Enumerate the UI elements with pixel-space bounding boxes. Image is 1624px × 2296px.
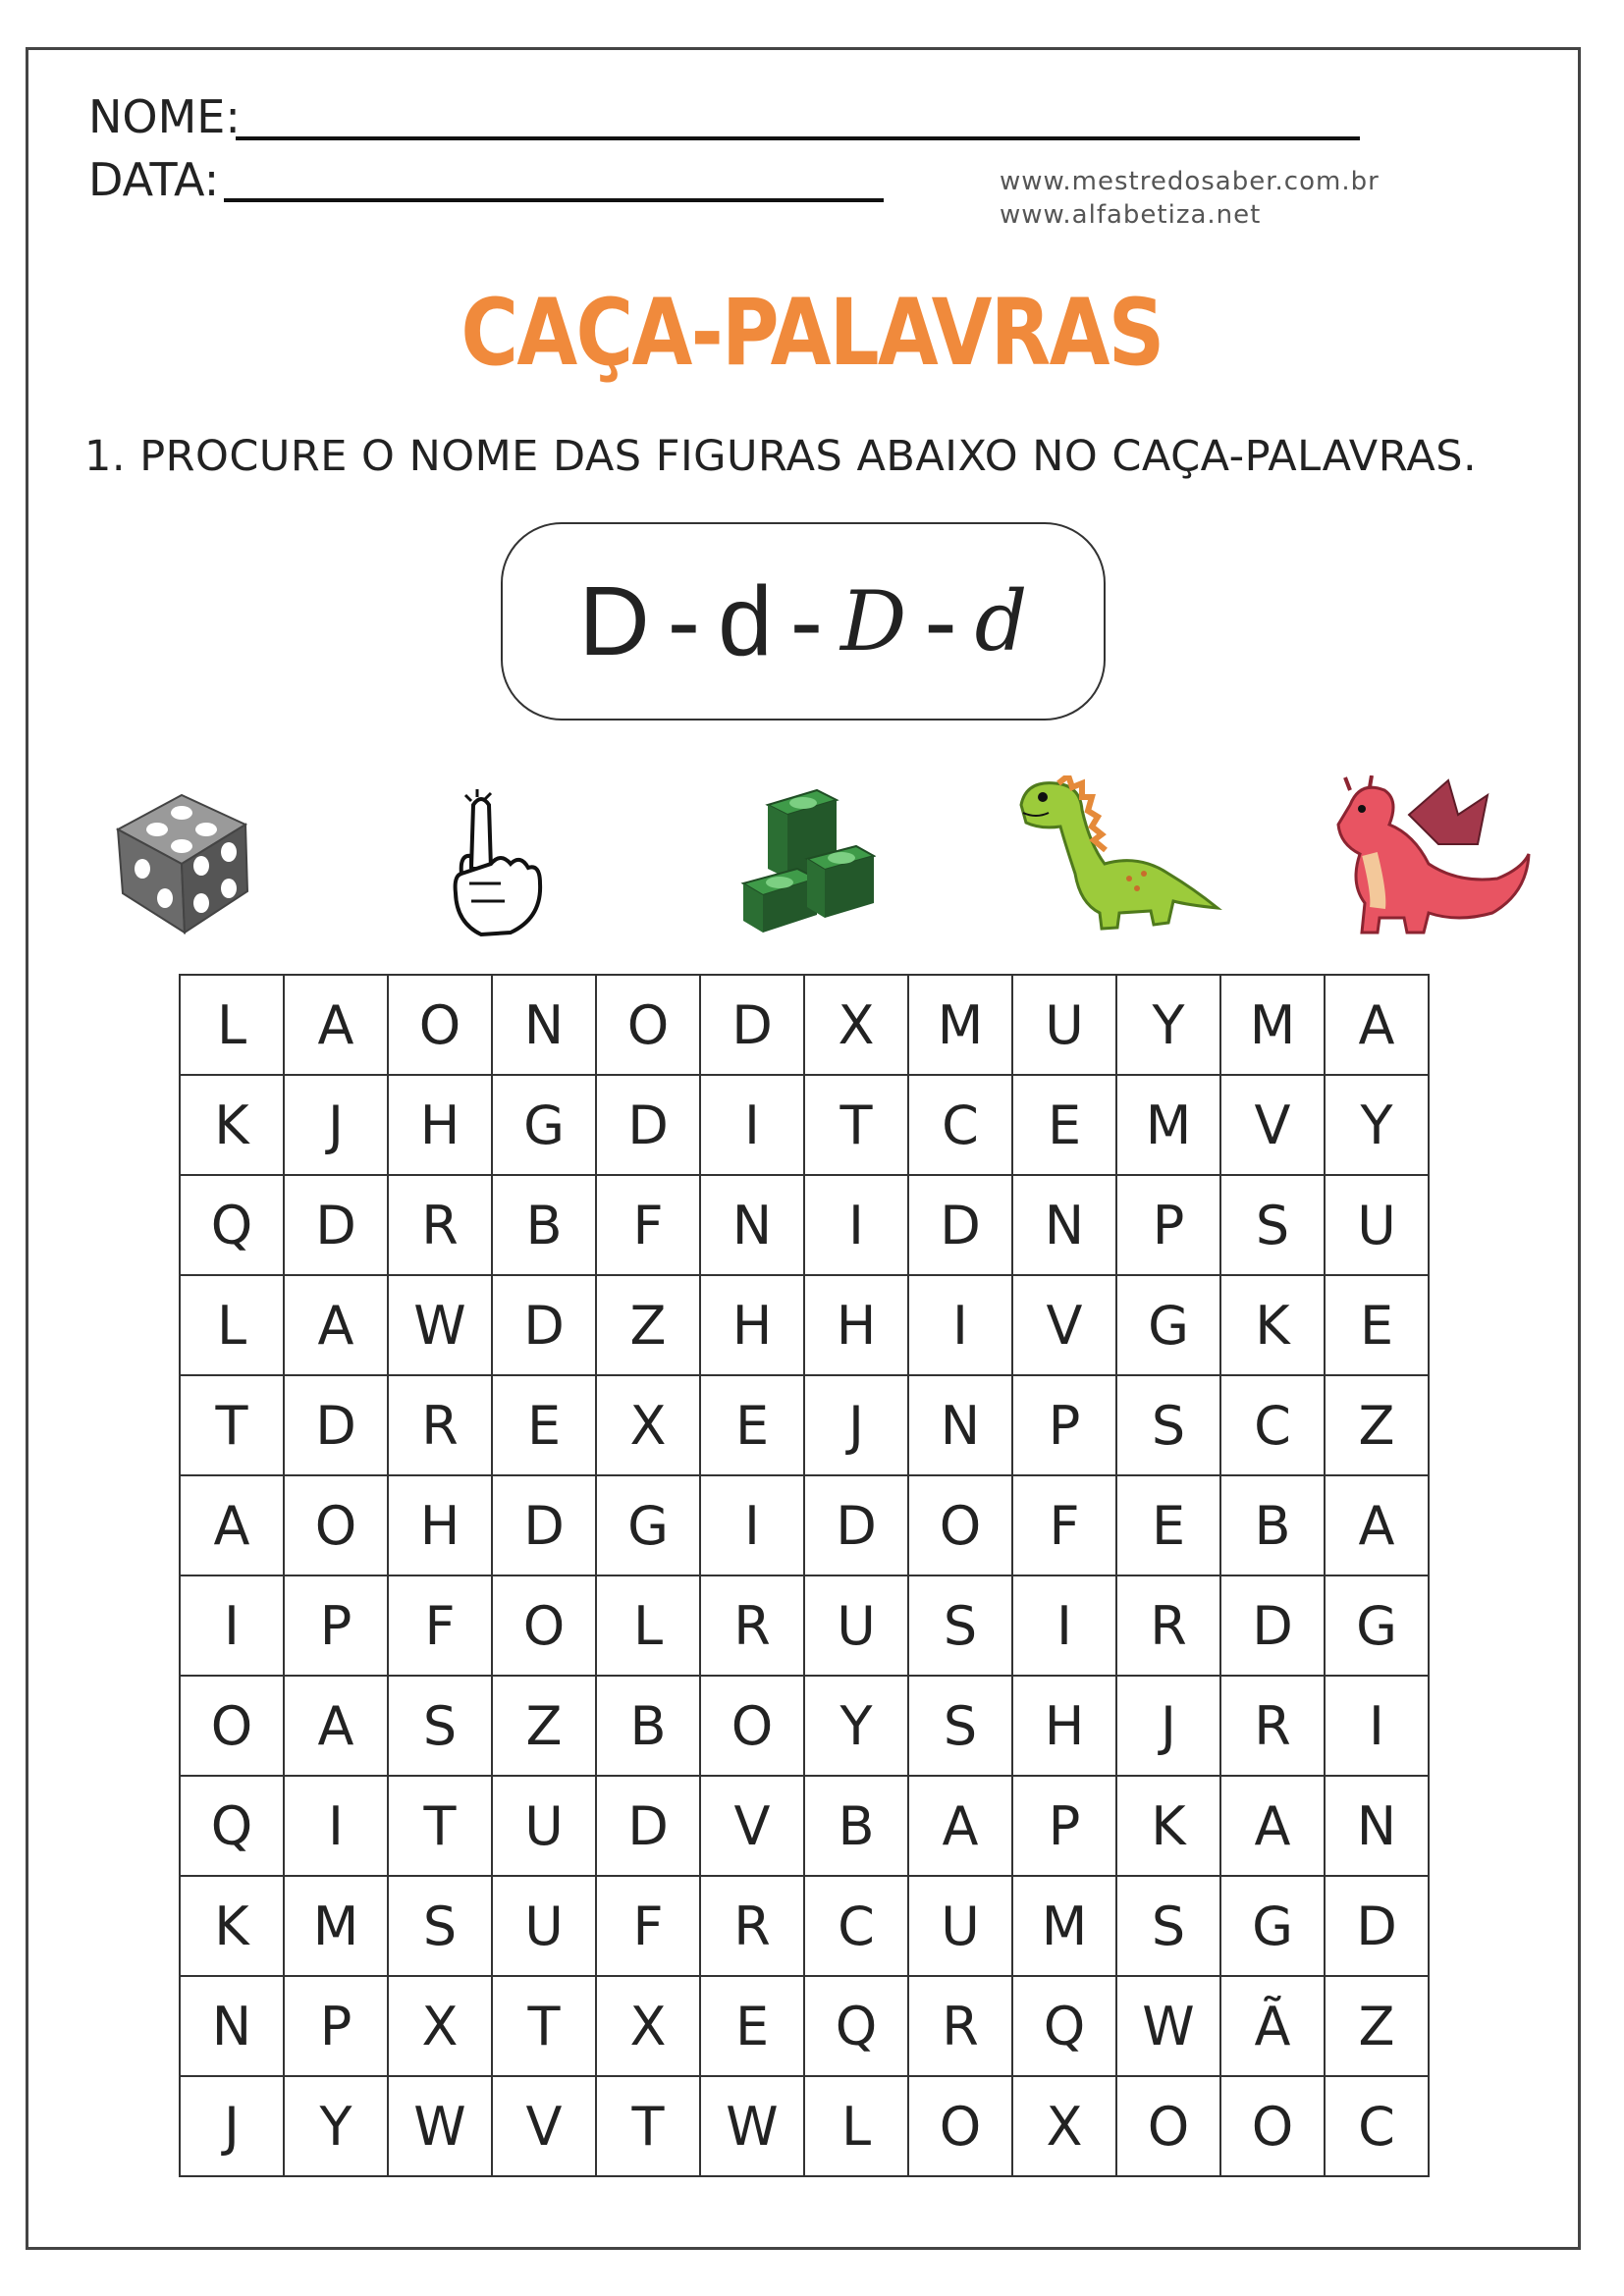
grid-cell[interactable]: I [1325,1676,1429,1776]
grid-cell[interactable]: S [908,1676,1012,1776]
letter-upper-cursive: D [840,573,907,669]
dragon-icon [1321,775,1532,942]
grid-cell[interactable]: N [492,975,596,1075]
grid-cell[interactable]: Y [1116,975,1220,1075]
grid-cell[interactable]: G [1325,1575,1429,1676]
grid-cell[interactable]: Q [180,1175,284,1275]
grid-cell[interactable]: O [908,2076,1012,2176]
grid-cell[interactable]: Q [180,1776,284,1876]
grid-cell[interactable]: A [180,1475,284,1575]
grid-cell[interactable]: U [1012,975,1116,1075]
grid-cell[interactable]: A [1220,1776,1325,1876]
grid-cell[interactable]: A [284,1275,388,1375]
grid-cell[interactable]: B [596,1676,700,1776]
grid-cell[interactable]: I [1012,1575,1116,1676]
grid-cell[interactable]: O [596,975,700,1075]
website-credits [1000,165,1380,232]
grid-cell[interactable]: J [804,1375,908,1475]
grid-cell[interactable]: J [180,2076,284,2176]
grid-cell[interactable]: L [180,975,284,1075]
date-field[interactable] [88,153,219,206]
grid-cell[interactable]: A [1325,975,1429,1075]
grid-row [180,1575,1429,1676]
grid-cell[interactable]: D [908,1175,1012,1275]
grid-cell[interactable]: Y [1325,1075,1429,1175]
grid-cell[interactable]: X [1012,2076,1116,2176]
grid-cell[interactable]: I [700,1475,804,1575]
grid-cell[interactable]: C [804,1876,908,1976]
grid-cell[interactable]: K [1116,1776,1220,1876]
grid-cell[interactable]: T [596,2076,700,2176]
grid-cell[interactable]: N [180,1976,284,2076]
grid-cell[interactable]: F [596,1876,700,1976]
grid-row [180,1976,1429,2076]
grid-cell[interactable]: H [388,1075,492,1175]
grid-cell[interactable]: B [804,1776,908,1876]
letter-lower-cursive: d [974,573,1028,669]
letter-lower-print: d [718,565,773,676]
grid-cell[interactable]: M [908,975,1012,1075]
grid-cell[interactable]: O [388,975,492,1075]
grid-cell[interactable]: D [492,1275,596,1375]
grid-cell[interactable]: Q [1012,1976,1116,2076]
name-line [236,90,1360,140]
grid-cell[interactable]: U [1325,1175,1429,1275]
grid-cell[interactable]: W [388,2076,492,2176]
grid-cell[interactable]: U [492,1876,596,1976]
grid-row [180,1375,1429,1475]
site-2[interactable]: www.alfabetiza.net [1000,200,1262,230]
grid-cell[interactable]: R [388,1175,492,1275]
grid-cell[interactable]: O [180,1676,284,1776]
grid-cell[interactable]: O [1116,2076,1220,2176]
grid-cell[interactable]: A [1325,1475,1429,1575]
grid-cell[interactable]: E [1325,1275,1429,1375]
grid-cell[interactable]: F [388,1575,492,1676]
grid-cell[interactable]: T [388,1776,492,1876]
grid-cell[interactable]: D [700,975,804,1075]
page-title: CAÇA-PALAVRAS [460,280,1164,387]
grid-cell[interactable]: D [596,1075,700,1175]
grid-cell[interactable]: C [1220,1375,1325,1475]
grid-cell[interactable]: T [492,1976,596,2076]
grid-cell[interactable]: A [908,1776,1012,1876]
grid-cell[interactable]: V [1012,1275,1116,1375]
grid-cell[interactable]: D [596,1776,700,1876]
grid-cell[interactable]: Z [1325,1375,1429,1475]
grid-cell[interactable]: N [908,1375,1012,1475]
grid-cell[interactable]: Y [284,2076,388,2176]
grid-cell[interactable]: P [284,1575,388,1676]
dinosaur-icon [1011,775,1222,942]
grid-cell[interactable]: M [1220,975,1325,1075]
name-label: NOME: [88,90,241,143]
finger-icon [442,785,550,942]
grid-cell[interactable]: I [908,1275,1012,1375]
grid-cell[interactable]: E [700,1375,804,1475]
grid-cell[interactable]: O [700,1676,804,1776]
grid-cell[interactable]: T [180,1375,284,1475]
grid-row [180,1275,1429,1375]
grid-row [180,1475,1429,1575]
grid-cell[interactable]: L [180,1275,284,1375]
grid-cell[interactable]: I [700,1075,804,1175]
money-icon [738,785,876,942]
grid-cell[interactable]: D [492,1475,596,1575]
grid-cell[interactable]: G [1116,1275,1220,1375]
grid-cell[interactable]: E [1012,1075,1116,1175]
grid-cell[interactable]: D [284,1375,388,1475]
grid-cell[interactable]: R [1116,1575,1220,1676]
grid-cell[interactable]: E [700,1976,804,2076]
grid-cell[interactable]: K [1220,1275,1325,1375]
grid-cell[interactable]: X [596,1976,700,2076]
grid-row [180,1776,1429,1876]
grid-cell[interactable]: H [388,1475,492,1575]
name-field[interactable] [88,90,241,143]
grid-cell[interactable]: F [596,1175,700,1275]
grid-cell[interactable]: D [804,1475,908,1575]
grid-cell[interactable]: R [700,1575,804,1676]
grid-cell[interactable]: V [492,2076,596,2176]
letter-box [501,522,1106,721]
grid-cell[interactable]: S [908,1575,1012,1676]
grid-row [180,2076,1429,2176]
grid-cell[interactable]: D [1220,1575,1325,1676]
site-1[interactable]: www.mestredosaber.com.br [1000,167,1380,196]
grid-cell[interactable]: N [1325,1776,1429,1876]
grid-cell[interactable]: M [1012,1876,1116,1976]
grid-cell[interactable]: C [908,1075,1012,1175]
grid-cell[interactable]: O [492,1575,596,1676]
grid-cell[interactable]: W [700,2076,804,2176]
grid-cell[interactable]: S [1116,1375,1220,1475]
grid-cell[interactable]: L [804,2076,908,2176]
grid-cell[interactable]: Y [804,1676,908,1776]
grid-cell[interactable]: R [1220,1676,1325,1776]
grid-cell[interactable]: I [284,1776,388,1876]
grid-cell[interactable]: O [1220,2076,1325,2176]
grid-cell[interactable]: J [1116,1676,1220,1776]
grid-cell[interactable]: E [492,1375,596,1475]
date-label: DATA: [88,153,220,206]
grid-cell[interactable]: M [1116,1075,1220,1175]
grid-cell[interactable]: S [388,1876,492,1976]
grid-row [180,1075,1429,1175]
grid-cell[interactable]: D [284,1175,388,1275]
grid-cell[interactable]: D [1325,1876,1429,1976]
grid-cell[interactable]: H [700,1275,804,1375]
grid-cell[interactable]: B [1220,1475,1325,1575]
grid-cell[interactable]: H [804,1275,908,1375]
dice-icon [98,775,265,942]
grid-cell[interactable]: F [1012,1475,1116,1575]
grid-cell[interactable]: Ã [1220,1976,1325,2076]
grid-cell[interactable]: U [492,1776,596,1876]
grid-cell[interactable]: E [1116,1475,1220,1575]
grid-cell[interactable]: L [596,1575,700,1676]
grid-row [180,1876,1429,1976]
separator: - [924,565,957,676]
separator: - [789,565,823,676]
grid-row [180,975,1429,1075]
grid-cell[interactable]: R [388,1375,492,1475]
grid-cell[interactable]: J [284,1075,388,1175]
grid-cell[interactable]: U [804,1575,908,1676]
grid-cell[interactable]: O [908,1475,1012,1575]
grid-cell[interactable]: X [388,1976,492,2076]
grid-cell[interactable]: A [284,1676,388,1776]
grid-cell[interactable]: Z [492,1676,596,1776]
grid-cell[interactable]: Z [596,1275,700,1375]
grid-cell[interactable]: W [388,1275,492,1375]
grid-cell[interactable]: P [284,1976,388,2076]
grid-cell[interactable]: P [1116,1175,1220,1275]
grid-cell[interactable]: W [1116,1976,1220,2076]
letter-upper-print: D [578,565,650,676]
grid-cell[interactable]: K [180,1876,284,1976]
grid-row [180,1676,1429,1776]
grid-cell[interactable]: P [1012,1375,1116,1475]
grid-cell[interactable]: S [1220,1175,1325,1275]
grid-cell[interactable]: V [1220,1075,1325,1175]
grid-cell[interactable]: G [492,1075,596,1175]
word-search-grid [179,974,1430,2177]
grid-cell[interactable]: X [596,1375,700,1475]
grid-cell[interactable]: U [908,1876,1012,1976]
grid-cell[interactable]: H [1012,1676,1116,1776]
grid-cell[interactable]: G [596,1475,700,1575]
grid-cell[interactable]: A [284,975,388,1075]
grid-cell[interactable]: K [180,1075,284,1175]
grid-cell[interactable]: I [804,1175,908,1275]
grid-cell[interactable]: T [804,1075,908,1175]
grid-cell[interactable]: N [1012,1175,1116,1275]
grid-cell[interactable]: G [1220,1876,1325,1976]
grid-cell[interactable]: B [492,1175,596,1275]
grid-row [180,1175,1429,1275]
grid-cell[interactable]: R [700,1876,804,1976]
grid-cell[interactable]: Z [1325,1976,1429,2076]
grid-cell[interactable]: O [284,1475,388,1575]
separator: - [667,565,701,676]
grid-cell[interactable]: N [700,1175,804,1275]
date-line [224,153,884,202]
grid-cell[interactable]: S [1116,1876,1220,1976]
grid-cell[interactable]: R [908,1976,1012,2076]
grid-cell[interactable]: M [284,1876,388,1976]
grid-cell[interactable]: Q [804,1976,908,2076]
grid-cell[interactable]: X [804,975,908,1075]
grid-cell[interactable]: V [700,1776,804,1876]
grid-cell[interactable]: I [180,1575,284,1676]
grid-cell[interactable]: C [1325,2076,1429,2176]
instruction-text: 1. PROCURE O NOME DAS FIGURAS ABAIXO NO CAÇA-PALAVRAS. [84,432,1478,481]
grid-cell[interactable]: S [388,1676,492,1776]
grid-cell[interactable]: P [1012,1776,1116,1876]
